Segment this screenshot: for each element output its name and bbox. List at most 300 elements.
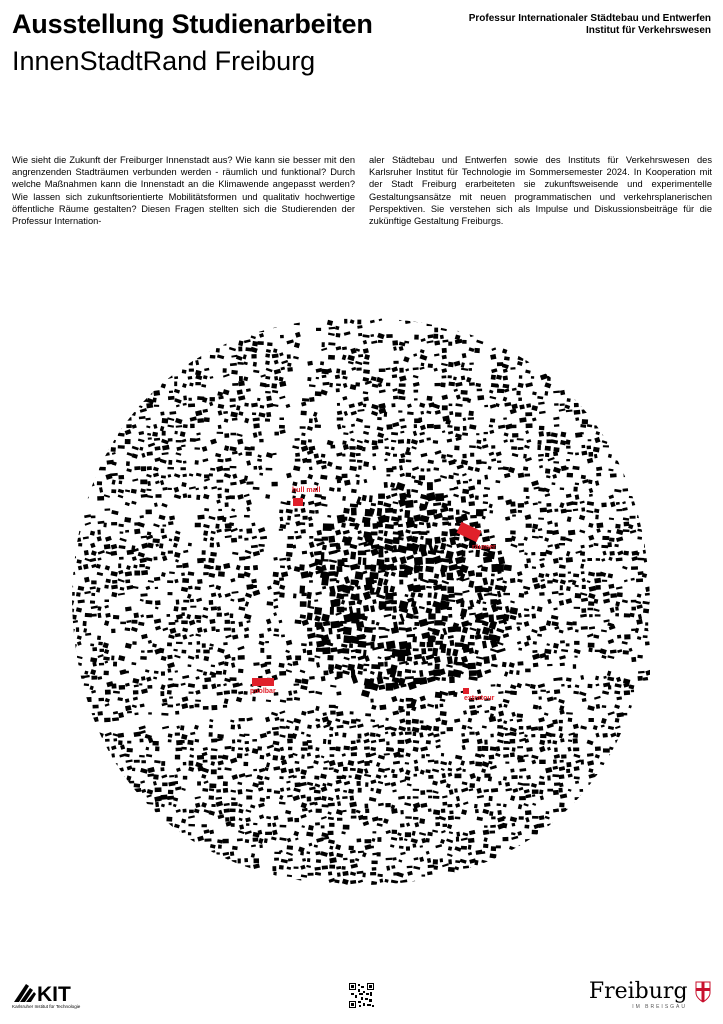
building — [112, 480, 116, 485]
building — [258, 803, 265, 808]
building — [386, 830, 391, 834]
building — [554, 748, 558, 752]
building — [527, 341, 531, 344]
building — [168, 790, 174, 794]
building — [126, 565, 131, 570]
building — [427, 396, 433, 401]
building — [391, 727, 397, 732]
building — [643, 831, 648, 835]
building — [609, 754, 614, 757]
building — [209, 584, 214, 587]
building — [231, 725, 235, 730]
building — [384, 438, 388, 441]
building — [519, 776, 523, 779]
building — [523, 454, 527, 459]
building — [307, 377, 311, 381]
building — [440, 839, 445, 844]
building — [400, 823, 405, 827]
building — [71, 620, 78, 624]
building — [90, 803, 97, 806]
building — [413, 375, 419, 379]
building — [623, 760, 627, 765]
building — [651, 667, 657, 671]
building — [406, 460, 412, 463]
building — [347, 355, 355, 361]
building — [370, 605, 375, 612]
building — [470, 635, 474, 639]
building — [188, 839, 195, 843]
building — [630, 718, 636, 721]
building — [426, 522, 431, 528]
building — [266, 368, 273, 373]
building — [140, 803, 144, 807]
building — [195, 586, 201, 590]
building — [628, 412, 632, 416]
building — [104, 649, 109, 654]
building — [314, 790, 321, 794]
building — [362, 447, 366, 451]
building — [630, 796, 634, 799]
building — [517, 361, 523, 366]
building — [125, 671, 129, 674]
building — [167, 668, 171, 672]
building — [145, 600, 152, 604]
building — [343, 549, 349, 555]
building — [217, 613, 222, 617]
building — [230, 851, 234, 856]
building — [267, 744, 274, 749]
building — [329, 559, 337, 563]
building — [98, 396, 103, 399]
building — [230, 613, 234, 618]
building — [566, 494, 572, 498]
building — [259, 844, 262, 848]
building — [595, 859, 602, 864]
building — [224, 627, 231, 630]
building — [342, 496, 346, 501]
building — [610, 732, 616, 737]
building — [99, 467, 106, 471]
building — [615, 375, 619, 378]
building — [140, 480, 147, 485]
building — [582, 864, 588, 869]
building — [370, 671, 375, 675]
building — [643, 479, 650, 484]
building — [188, 815, 195, 818]
building — [615, 524, 620, 529]
building — [574, 776, 580, 779]
building — [440, 335, 444, 339]
building — [566, 339, 572, 344]
building — [280, 755, 285, 760]
building — [119, 374, 124, 378]
building — [112, 412, 115, 415]
building — [244, 691, 248, 695]
building — [175, 865, 181, 869]
building — [104, 718, 110, 723]
building — [378, 768, 385, 773]
building — [587, 801, 594, 806]
building — [274, 748, 281, 752]
building — [153, 390, 160, 396]
building — [69, 818, 74, 822]
building — [363, 816, 368, 820]
building — [273, 572, 279, 577]
building — [413, 627, 417, 630]
building — [176, 642, 183, 644]
building — [364, 479, 368, 483]
building — [420, 790, 425, 795]
building — [176, 446, 182, 451]
building — [302, 858, 306, 862]
building — [511, 853, 518, 859]
building — [127, 878, 133, 881]
building — [188, 683, 195, 688]
building — [286, 720, 293, 724]
building — [244, 418, 249, 424]
building — [466, 377, 472, 383]
building — [566, 501, 574, 506]
building — [70, 823, 75, 827]
building — [196, 852, 202, 856]
building — [477, 389, 482, 392]
building — [146, 509, 152, 514]
building — [553, 391, 560, 394]
building — [392, 422, 399, 427]
building — [120, 405, 125, 408]
building — [642, 859, 648, 864]
building — [120, 361, 127, 367]
building — [92, 809, 96, 812]
building — [309, 467, 313, 471]
building — [538, 726, 543, 731]
building — [376, 788, 382, 794]
building — [239, 885, 246, 891]
building — [559, 766, 566, 771]
building — [314, 796, 321, 800]
building — [573, 621, 577, 625]
building — [582, 578, 586, 582]
building — [470, 453, 474, 457]
building — [132, 424, 137, 429]
building — [287, 867, 292, 870]
building — [300, 614, 306, 619]
building — [231, 538, 237, 543]
building — [531, 480, 539, 486]
building — [463, 801, 469, 805]
building — [358, 466, 362, 470]
building — [622, 363, 629, 366]
building — [475, 620, 483, 624]
building — [286, 339, 294, 344]
building — [293, 356, 299, 360]
building — [560, 640, 565, 643]
building — [273, 816, 278, 821]
building — [398, 439, 404, 443]
building — [448, 846, 452, 851]
building — [574, 802, 581, 805]
building — [343, 858, 347, 861]
building — [589, 718, 594, 722]
building — [98, 676, 103, 680]
building — [260, 374, 265, 377]
building — [113, 429, 120, 433]
building — [629, 713, 633, 716]
building — [462, 353, 467, 358]
building — [651, 843, 657, 847]
building — [428, 808, 432, 812]
building — [174, 487, 180, 493]
building — [98, 557, 102, 560]
building — [156, 494, 162, 498]
building — [146, 747, 150, 751]
building — [251, 844, 256, 847]
building — [105, 333, 112, 338]
building — [476, 662, 482, 667]
building — [182, 563, 189, 569]
building — [238, 683, 242, 687]
building — [589, 586, 597, 592]
building — [342, 796, 347, 799]
building — [112, 404, 118, 409]
building — [455, 755, 462, 760]
building — [196, 495, 200, 500]
building — [97, 879, 102, 882]
building — [329, 734, 333, 737]
building — [588, 601, 594, 606]
building — [539, 361, 545, 364]
building — [320, 887, 324, 889]
institution-line-2: Institut für Verkehrswesen — [585, 25, 711, 36]
building — [595, 774, 602, 776]
building — [231, 747, 235, 752]
building — [524, 754, 529, 757]
building — [559, 720, 563, 723]
building — [505, 333, 510, 337]
building — [386, 368, 391, 371]
building — [469, 773, 476, 779]
building — [293, 661, 299, 666]
building — [208, 320, 214, 326]
building — [573, 664, 576, 669]
building — [253, 551, 260, 557]
building — [426, 558, 434, 564]
building — [505, 762, 509, 764]
building — [175, 418, 183, 424]
building — [271, 837, 277, 841]
building — [553, 766, 559, 770]
building — [589, 544, 594, 548]
building — [209, 732, 213, 737]
building — [273, 731, 279, 736]
building — [489, 504, 493, 509]
building — [539, 320, 546, 325]
building — [589, 494, 593, 497]
kit-logo-text: KIT — [37, 983, 71, 1004]
building — [593, 608, 599, 612]
building — [510, 408, 517, 414]
building — [405, 676, 414, 679]
building — [71, 451, 77, 455]
building — [568, 718, 573, 722]
building — [442, 863, 449, 867]
building — [428, 460, 434, 465]
building — [105, 368, 110, 373]
building — [581, 626, 588, 630]
building — [141, 466, 146, 471]
building — [217, 354, 224, 359]
building — [636, 831, 641, 837]
building — [650, 746, 656, 751]
building — [545, 816, 550, 820]
building — [561, 334, 565, 337]
building — [455, 412, 462, 417]
building — [125, 439, 131, 444]
building — [321, 454, 326, 458]
building — [377, 508, 382, 516]
building — [432, 790, 438, 794]
building — [511, 404, 518, 410]
building — [97, 789, 104, 793]
building — [456, 325, 464, 332]
qr-code[interactable] — [349, 983, 374, 1008]
building — [509, 662, 515, 668]
building — [363, 886, 370, 890]
building — [139, 865, 146, 870]
building — [469, 887, 472, 890]
building — [265, 832, 272, 835]
building — [623, 713, 627, 715]
building — [111, 822, 117, 827]
building — [609, 346, 616, 351]
building — [76, 627, 79, 632]
building — [582, 879, 587, 881]
building — [652, 347, 659, 351]
building — [335, 326, 340, 330]
building — [76, 607, 82, 612]
building — [265, 418, 270, 421]
building — [153, 781, 157, 786]
building — [337, 725, 344, 728]
building — [300, 865, 305, 870]
building — [167, 642, 172, 646]
building — [595, 787, 598, 790]
building — [476, 880, 481, 883]
building — [281, 571, 288, 577]
building — [552, 328, 559, 331]
building — [91, 390, 95, 395]
building — [622, 507, 627, 511]
building — [279, 529, 283, 531]
building — [232, 552, 238, 555]
building — [462, 432, 468, 435]
building — [645, 822, 651, 826]
building — [600, 776, 606, 781]
building — [630, 459, 634, 462]
building — [118, 885, 124, 890]
building — [594, 396, 601, 400]
building — [445, 551, 453, 560]
building — [358, 409, 365, 412]
building — [356, 480, 359, 485]
building — [147, 685, 152, 689]
building — [483, 830, 490, 835]
building — [559, 733, 564, 739]
building — [504, 671, 509, 676]
building — [622, 818, 629, 821]
building — [615, 683, 622, 688]
building — [168, 396, 175, 400]
building — [302, 619, 309, 626]
building — [111, 473, 118, 476]
building — [70, 879, 74, 884]
building — [266, 700, 271, 703]
building — [440, 711, 447, 716]
building — [419, 677, 427, 685]
building — [384, 550, 388, 554]
building — [609, 376, 615, 382]
building — [616, 677, 621, 682]
building — [481, 754, 485, 758]
building — [397, 655, 405, 662]
building — [147, 650, 153, 653]
building — [469, 676, 478, 681]
building — [581, 340, 588, 342]
building — [274, 369, 281, 375]
building — [314, 417, 318, 422]
building — [644, 769, 650, 773]
building — [140, 599, 144, 602]
building — [139, 447, 143, 451]
building — [77, 369, 83, 373]
building — [595, 746, 601, 751]
building — [441, 531, 448, 536]
building — [238, 452, 242, 456]
building — [105, 739, 110, 742]
building — [469, 732, 474, 735]
building — [510, 578, 516, 583]
building — [398, 396, 405, 400]
building — [436, 745, 441, 749]
building — [292, 482, 297, 487]
building — [351, 367, 356, 371]
building — [147, 354, 152, 359]
building — [342, 753, 346, 757]
building — [523, 586, 530, 590]
building — [449, 411, 453, 415]
building — [180, 431, 186, 437]
building — [287, 845, 293, 850]
building — [510, 543, 517, 548]
building — [230, 677, 237, 681]
building — [393, 522, 398, 526]
building — [490, 579, 494, 586]
building — [225, 495, 231, 500]
building — [111, 656, 114, 661]
building — [442, 888, 447, 891]
building — [405, 452, 411, 456]
building — [421, 754, 424, 758]
building — [90, 643, 94, 646]
building — [70, 683, 75, 687]
building — [169, 347, 175, 350]
building — [393, 501, 399, 504]
building — [574, 866, 578, 869]
building — [432, 522, 438, 527]
building — [133, 888, 138, 892]
building — [358, 401, 364, 406]
building — [358, 734, 362, 739]
